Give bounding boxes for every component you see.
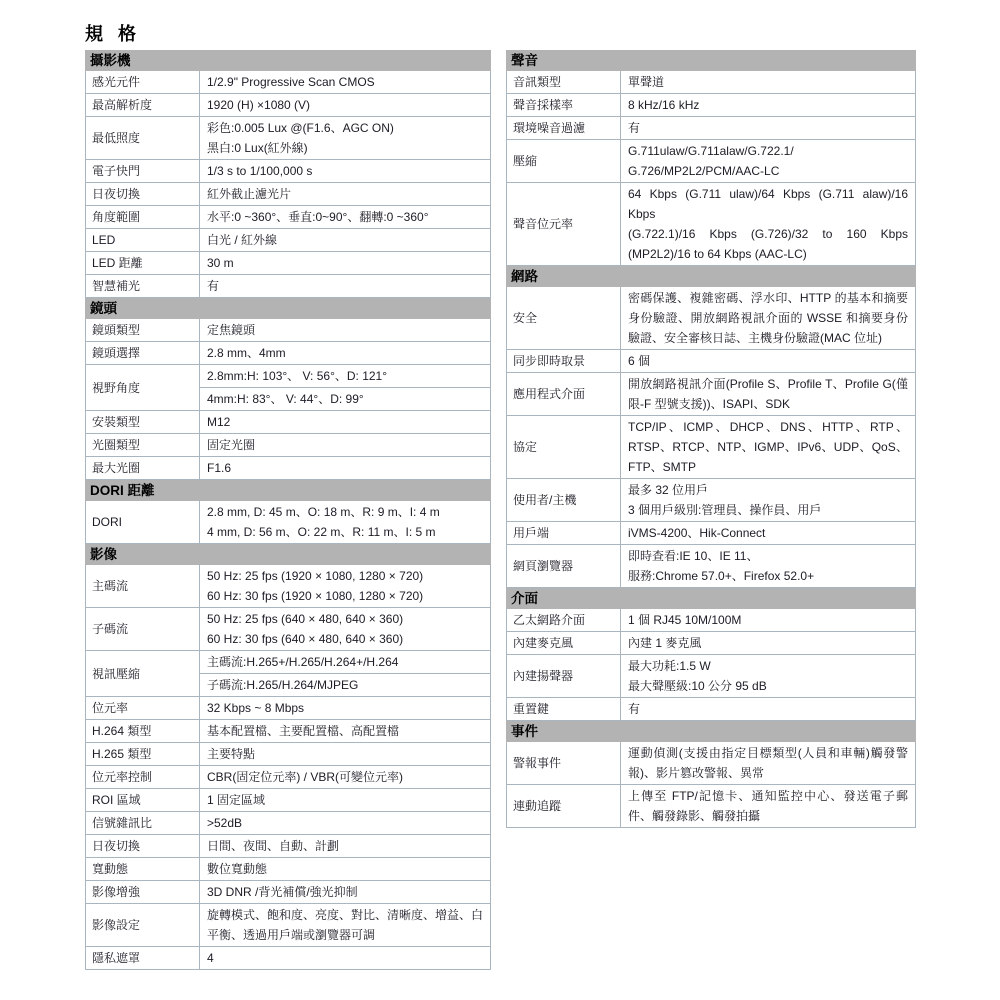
spec-label: 內建麥克風 (507, 632, 621, 654)
spec-value-text: 1/2.9" Progressive Scan CMOS (207, 75, 375, 89)
spec-value (621, 416, 915, 478)
spec-row (86, 835, 490, 858)
spec-row (86, 947, 490, 969)
spec-row (86, 789, 490, 812)
spec-label: 隱私遮罩 (86, 947, 200, 969)
spec-label: 最高解析度 (86, 94, 200, 116)
spec-label: 環境噪音過濾 (507, 117, 621, 139)
spec-value (200, 501, 490, 543)
spec-value-text: 4 mm, D: 56 m、O: 22 m、R: 11 m、I: 5 m (207, 525, 436, 539)
spec-value-cell (200, 651, 490, 673)
spec-label: 最低照度 (86, 117, 200, 159)
spec-row (507, 117, 915, 140)
section-header: 影像 (85, 544, 491, 565)
spec-value-cell (621, 785, 915, 827)
spec-value-text: 1/3 s to 1/100,000 s (207, 164, 313, 178)
spec-row (86, 697, 490, 720)
spec-value-cell (621, 698, 915, 720)
spec-row (86, 365, 490, 411)
spec-value-cell (621, 94, 915, 116)
spec-value-text: 旋轉模式、飽和度、亮度、對比、清晰度、增益、白平衡、透過用戶端或瀏覽器可調 (207, 908, 484, 942)
section-header: 網路 (506, 266, 916, 287)
spec-label: ROI 區域 (86, 789, 200, 811)
spec-value (621, 609, 915, 631)
spec-row (507, 742, 915, 785)
spec-value-cell (621, 373, 915, 415)
spec-value-cell (200, 275, 490, 297)
spec-value (621, 522, 915, 544)
spec-value (621, 373, 915, 415)
spec-value (200, 947, 490, 969)
spec-value-text: 黑白:0 Lux(紅外線) (207, 141, 308, 155)
spec-value-text: 主碼流:H.265+/H.265/H.264+/H.264 (207, 655, 399, 669)
spec-value-text: 4 (207, 951, 214, 965)
spec-value (621, 479, 915, 521)
spec-value-cell (200, 904, 490, 946)
spec-row (507, 416, 915, 479)
spec-value-cell (200, 743, 490, 765)
spec-value (200, 789, 490, 811)
spec-value-cell (200, 501, 490, 543)
spec-row (86, 160, 490, 183)
spec-value-cell (621, 655, 915, 697)
spec-value-cell (200, 252, 490, 274)
spec-value (200, 183, 490, 205)
spec-value (621, 117, 915, 139)
spec-value (621, 545, 915, 587)
spec-value-cell (200, 835, 490, 857)
spec-value-text: 數位寬動態 (207, 862, 268, 876)
spec-value-cell (621, 479, 915, 521)
spec-label: 視野角度 (86, 365, 200, 410)
spec-value (200, 743, 490, 765)
spec-row (507, 350, 915, 373)
spec-value (621, 350, 915, 372)
spec-value-text: 基本配置檔、主要配置檔、高配置檔 (207, 724, 400, 738)
spec-row (86, 183, 490, 206)
spec-value-cell (621, 545, 915, 587)
spec-section (85, 298, 491, 480)
spec-value (621, 94, 915, 116)
spec-label: 寬動態 (86, 858, 200, 880)
section-body (506, 742, 916, 828)
spec-value (200, 319, 490, 341)
spec-label: 最大光圈 (86, 457, 200, 479)
spec-row (86, 71, 490, 94)
spec-value-cell (621, 117, 915, 139)
spec-value-text: 水平:0 ~360°、垂直:0~90°、翻轉:0 ~360° (207, 210, 429, 224)
spec-row (86, 252, 490, 275)
spec-label: 日夜切換 (86, 183, 200, 205)
section-header: 事件 (506, 721, 916, 742)
spec-value (200, 229, 490, 251)
section-body (506, 71, 916, 266)
spec-label: 智慧補光 (86, 275, 200, 297)
spec-value-cell (200, 881, 490, 903)
spec-value-cell (200, 206, 490, 228)
spec-value (200, 457, 490, 479)
spec-row (86, 206, 490, 229)
spec-row (507, 94, 915, 117)
spec-label: 內建揚聲器 (507, 655, 621, 697)
spec-value-text: 運動偵測(支援由指定目標類型(人員和車輛)觸發警報)、影片篡改警報、異常 (628, 746, 908, 780)
spec-value (200, 697, 490, 719)
spec-value-text: 2.8mm:H: 103°、 V: 56°、D: 121° (207, 369, 388, 383)
spec-label: H.265 類型 (86, 743, 200, 765)
spec-label: 聲音採樣率 (507, 94, 621, 116)
spec-value-cell (200, 673, 490, 696)
spec-value-text: 最大功耗:1.5 W (628, 659, 711, 673)
spec-label: 鏡頭類型 (86, 319, 200, 341)
spec-value-text: TCP/IP、ICMP、DHCP、DNS、HTTP、RTP、RTSP、RTCP、NTP、IGMP、IPv6、UDP、QoS、FTP、SMTP (628, 420, 908, 474)
section-header: 介面 (506, 588, 916, 609)
spec-value (621, 742, 915, 784)
spec-value (200, 434, 490, 456)
section-header: 攝影機 (85, 50, 491, 71)
spec-value-text: 50 Hz: 25 fps (1920 × 1080, 1280 × 720) (207, 569, 424, 583)
spec-row (507, 655, 915, 698)
spec-label: 重置鍵 (507, 698, 621, 720)
spec-row (507, 545, 915, 588)
spec-value-cell (200, 365, 490, 387)
spec-value (621, 140, 915, 182)
spec-value-cell (200, 94, 490, 116)
spec-value (200, 858, 490, 880)
spec-label: 鏡頭選擇 (86, 342, 200, 364)
spec-value-cell (621, 71, 915, 93)
spec-value (200, 365, 490, 410)
spec-value (200, 881, 490, 903)
section-body (85, 501, 491, 544)
section-header: 鏡頭 (85, 298, 491, 319)
section-body (506, 287, 916, 588)
spec-label: 壓縮 (507, 140, 621, 182)
spec-value-cell (621, 632, 915, 654)
spec-value (200, 720, 490, 742)
spec-row (86, 608, 490, 651)
spec-value-text: CBR(固定位元率) / VBR(可變位元率) (207, 770, 403, 784)
spec-label: 警報事件 (507, 742, 621, 784)
spec-value-text: iVMS-4200、Hik-Connect (628, 526, 766, 540)
spec-section (506, 50, 916, 266)
spec-value (200, 342, 490, 364)
spec-row (86, 275, 490, 298)
spec-value (621, 698, 915, 720)
spec-value-cell (200, 812, 490, 834)
spec-value-cell (200, 858, 490, 880)
spec-value-cell (200, 697, 490, 719)
spec-label: 光圈類型 (86, 434, 200, 456)
spec-row (507, 785, 915, 827)
spec-value (200, 275, 490, 297)
spec-label: 連動追蹤 (507, 785, 621, 827)
spec-value (200, 812, 490, 834)
spec-label: 電子快門 (86, 160, 200, 182)
spec-section (85, 480, 491, 544)
spec-value-cell (621, 350, 915, 372)
spec-row (86, 651, 490, 697)
spec-value (621, 655, 915, 697)
spec-value (200, 565, 490, 607)
spec-value-text: M12 (207, 415, 231, 429)
spec-label: 同步即時取景 (507, 350, 621, 372)
spec-label: LED 距離 (86, 252, 200, 274)
spec-value-cell (621, 522, 915, 544)
spec-column-left (85, 50, 491, 970)
spec-value (200, 71, 490, 93)
spec-label: 安全 (507, 287, 621, 349)
spec-label: 聲音位元率 (507, 183, 621, 265)
spec-label: 子碼流 (86, 608, 200, 650)
spec-value (200, 766, 490, 788)
spec-value-text: 50 Hz: 25 fps (640 × 480, 640 × 360) (207, 612, 404, 626)
spec-value-text: 服務:Chrome 57.0+、Firefox 52.0+ (628, 569, 815, 583)
spec-label: 影像設定 (86, 904, 200, 946)
spec-value-text: 有 (628, 702, 641, 716)
spec-value-text: 3D DNR /背光補償/強光抑制 (207, 885, 358, 899)
spec-section (85, 544, 491, 970)
spec-row (507, 609, 915, 632)
spec-value-cell (200, 71, 490, 93)
spec-value-cell (200, 766, 490, 788)
spec-value-cell (200, 720, 490, 742)
spec-value-text: 有 (207, 279, 220, 293)
spec-section (85, 50, 491, 298)
spec-value-text: G.711ulaw/G.711alaw/G.722.1/ (628, 144, 794, 158)
spec-row (507, 71, 915, 94)
spec-label: H.264 類型 (86, 720, 200, 742)
spec-row (86, 411, 490, 434)
spec-value (621, 287, 915, 349)
spec-section (506, 721, 916, 828)
page-title: 規 格 (85, 24, 142, 44)
spec-label: 感光元件 (86, 71, 200, 93)
spec-label: 主碼流 (86, 565, 200, 607)
spec-label: LED (86, 229, 200, 251)
spec-value-cell (200, 608, 490, 650)
spec-value-cell (200, 411, 490, 433)
spec-value-text: 4mm:H: 83°、 V: 44°、D: 99° (207, 392, 364, 406)
spec-value (621, 183, 915, 265)
spec-value (200, 904, 490, 946)
spec-value-text: 最大聲壓級:10 公分 95 dB (628, 679, 767, 693)
spec-value-text: 固定光圈 (207, 438, 256, 452)
spec-value-cell (200, 434, 490, 456)
spec-value-text: 32 Kbps ~ 8 Mbps (207, 701, 305, 715)
spec-value-cell (200, 229, 490, 251)
spec-value-text: F1.6 (207, 461, 232, 475)
spec-row (507, 373, 915, 416)
spec-value-text: 6 個 (628, 354, 651, 368)
spec-value-cell (200, 387, 490, 410)
spec-value-text: 子碼流:H.265/H.264/MJPEG (207, 678, 359, 692)
spec-label: 網頁瀏覽器 (507, 545, 621, 587)
spec-label: 用戶端 (507, 522, 621, 544)
spec-value-cell (621, 183, 915, 265)
spec-row (86, 117, 490, 160)
spec-value-cell (200, 183, 490, 205)
spec-column-right (506, 50, 916, 828)
spec-value-text: 60 Hz: 30 fps (1920 × 1080, 1280 × 720) (207, 589, 424, 603)
spec-value-text: 內建 1 麥克風 (628, 636, 702, 650)
spec-value-cell (200, 342, 490, 364)
spec-label: 視訊壓縮 (86, 651, 200, 696)
spec-value-text: 主要特點 (207, 747, 256, 761)
spec-label: 角度範圍 (86, 206, 200, 228)
section-body (85, 565, 491, 970)
spec-value-cell (200, 319, 490, 341)
spec-row (86, 342, 490, 365)
spec-row (507, 698, 915, 721)
spec-value-text: 1 個 RJ45 10M/100M (628, 613, 742, 627)
spec-value-text: G.726/MP2L2/PCM/AAC-LC (628, 164, 780, 178)
spec-value-cell (200, 947, 490, 969)
spec-value-text: 2.8 mm, D: 45 m、O: 18 m、R: 9 m、I: 4 m (207, 505, 440, 519)
spec-value-text: 上傳至 FTP/記憶卡、通知監控中心、發送電子郵件、觸發錄影、觸發拍攝 (628, 789, 908, 823)
spec-value-text: 白光 / 紅外線 (207, 233, 278, 247)
spec-value-text: 單聲道 (628, 75, 665, 89)
spec-label: 乙太網路介面 (507, 609, 621, 631)
spec-row (86, 434, 490, 457)
spec-row (86, 812, 490, 835)
spec-value-text: 1920 (H) ×1080 (V) (207, 98, 311, 112)
section-body (506, 609, 916, 721)
section-body (85, 71, 491, 298)
section-header: DORI 距離 (85, 480, 491, 501)
spec-value-cell (621, 140, 915, 182)
spec-value-text: 定焦鏡頭 (207, 323, 256, 337)
spec-label: DORI (86, 501, 200, 543)
spec-label: 信號雜訊比 (86, 812, 200, 834)
spec-value (621, 632, 915, 654)
spec-row (86, 229, 490, 252)
spec-value (621, 785, 915, 827)
spec-value-text: 即時查看:IE 10、IE 11、 (628, 549, 759, 563)
spec-label: 協定 (507, 416, 621, 478)
spec-label: 位元率 (86, 697, 200, 719)
spec-value (200, 411, 490, 433)
spec-value-text: 日間、夜間、自動、計劃 (207, 839, 340, 853)
spec-value-cell (200, 117, 490, 159)
spec-row (86, 501, 490, 544)
spec-value-cell (621, 742, 915, 784)
section-header: 聲音 (506, 50, 916, 71)
spec-value-text: 30 m (207, 256, 234, 270)
spec-value-cell (200, 789, 490, 811)
spec-row (86, 720, 490, 743)
spec-value (200, 206, 490, 228)
spec-row (86, 94, 490, 117)
spec-value (200, 252, 490, 274)
spec-value-text: 有 (628, 121, 641, 135)
spec-value-text: 60 Hz: 30 fps (640 × 480, 640 × 360) (207, 632, 404, 646)
spec-value-text: 1 固定區域 (207, 793, 266, 807)
spec-label: 應用程式介面 (507, 373, 621, 415)
spec-row (507, 140, 915, 183)
spec-row (507, 287, 915, 350)
spec-row (86, 858, 490, 881)
spec-value (200, 608, 490, 650)
spec-row (507, 183, 915, 266)
spec-row (86, 319, 490, 342)
spec-label: 使用者/主機 (507, 479, 621, 521)
spec-value (200, 835, 490, 857)
spec-value-text: >52dB (207, 816, 243, 830)
spec-value-text: 彩色:0.005 Lux @(F1.6、AGC ON) (207, 121, 394, 135)
spec-value-text: 8 kHz/16 kHz (628, 98, 700, 112)
spec-row (86, 904, 490, 947)
spec-value-text: (G.722.1)/16 Kbps (G.726)/32 to 160 Kbps (MP2L2)/16 to 64 Kbps (AAC-LC) (628, 227, 908, 261)
spec-section (506, 266, 916, 588)
spec-value-cell (621, 609, 915, 631)
spec-label: 位元率控制 (86, 766, 200, 788)
spec-value-text: 密碼保護、複雜密碼、浮水印、HTTP 的基本和摘要身份驗證、開放網路視訊介面的 WSSE 和摘要身份驗證、安全審核日誌、主機身份驗證(MAC 位址) (628, 291, 908, 345)
spec-row (86, 766, 490, 789)
spec-label: 安裝類型 (86, 411, 200, 433)
spec-value-cell (200, 160, 490, 182)
spec-row (86, 743, 490, 766)
spec-row (507, 479, 915, 522)
spec-value (200, 94, 490, 116)
spec-label: 影像增強 (86, 881, 200, 903)
spec-value (200, 651, 490, 696)
spec-value-text: 3 個用戶級別:管理員、操作員、用戶 (628, 503, 822, 517)
spec-value (621, 71, 915, 93)
spec-value-cell (200, 565, 490, 607)
spec-section (506, 588, 916, 721)
spec-value-text: 開放網路視訊介面(Profile S、Profile T、Profile G(僅限-F 型號支援))、ISAPI、SDK (628, 377, 908, 411)
spec-row (86, 565, 490, 608)
spec-label: 音訊類型 (507, 71, 621, 93)
spec-row (86, 457, 490, 480)
spec-row (507, 632, 915, 655)
spec-value-cell (200, 457, 490, 479)
spec-value-text: 最多 32 位用戶 (628, 483, 709, 497)
spec-value-cell (621, 287, 915, 349)
spec-value (200, 160, 490, 182)
spec-value-text: 2.8 mm、4mm (207, 346, 286, 360)
spec-value-cell (621, 416, 915, 478)
spec-row (507, 522, 915, 545)
section-body (85, 319, 491, 480)
spec-row (86, 881, 490, 904)
spec-value-text: 64 Kbps (G.711 ulaw)/64 Kbps (G.711 alaw)/16 Kbps (628, 187, 908, 221)
spec-value (200, 117, 490, 159)
spec-value-text: 紅外截止濾光片 (207, 187, 292, 201)
spec-label: 日夜切換 (86, 835, 200, 857)
